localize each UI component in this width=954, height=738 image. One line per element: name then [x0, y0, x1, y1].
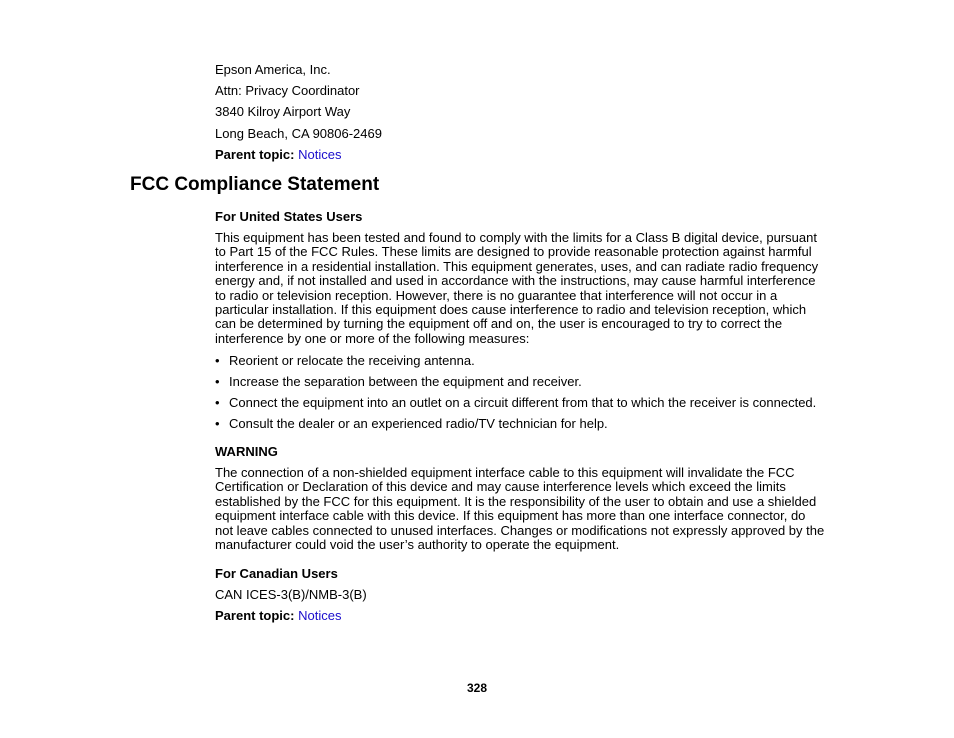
notices-link[interactable]: Notices	[298, 147, 342, 162]
list-item-text: Consult the dealer or an experienced radio/TV technician for help.	[229, 416, 608, 431]
notices-link[interactable]: Notices	[298, 608, 342, 623]
list-item	[215, 374, 582, 389]
warning-paragraph: The connection of a non-shielded equipment interface cable to this equipment will invalidate the FCC Certification or Declaration of this device and may cause interference levels which exceed the limits established by the FCC for this equipment. It is the responsibility of the user to obtain and use a shielded equipment interface cable with this device. If this equipment has more than one interface connector, do not leave cables connected to unused interfaces. Changes or modifications not expressly approved by the manufacturer could void the user’s authority to operate the equipment.	[215, 465, 825, 553]
address-line-city: Long Beach, CA 90806-2469	[215, 126, 382, 141]
parent-topic-label: Parent topic:	[215, 147, 295, 162]
bullet-symbol: •	[215, 416, 220, 431]
list-item	[215, 395, 816, 410]
bullet-symbol: •	[215, 374, 220, 389]
parent-topic-label: Parent topic:	[215, 608, 295, 623]
parent-topic-row	[215, 608, 341, 623]
canadian-users-heading: For Canadian Users	[215, 566, 338, 581]
bullet-symbol: •	[215, 395, 220, 410]
list-item-text: Reorient or relocate the receiving antenna.	[229, 353, 475, 368]
bullet-symbol: •	[215, 353, 220, 368]
canadian-compliance-code: CAN ICES-3(B)/NMB-3(B)	[215, 587, 367, 602]
us-users-paragraph: This equipment has been tested and found to comply with the limits for a Class B digital device, pursuant to Part 15 of the FCC Rules. These limits are designed to provide reasonable protection against harmful interference in a residential installation. This equipment generates, uses, and can radiate radio frequency energy and, if not installed and used in accordance with the instructions, may cause harmful interference to radio or television reception. However, there is no guarantee that interference will not occur in a particular installation. If this equipment does cause interference to radio and television reception, which can be determined by turning the equipment off and on, the user is encouraged to try to correct the interference by one or more of the following measures:	[215, 230, 819, 346]
list-item-text: Increase the separation between the equipment and receiver.	[229, 374, 582, 389]
address-line-street: 3840 Kilroy Airport Way	[215, 104, 351, 119]
warning-heading: WARNING	[215, 444, 278, 459]
section-title: FCC Compliance Statement	[130, 174, 380, 195]
us-users-heading: For United States Users	[215, 209, 363, 224]
list-item-text: Connect the equipment into an outlet on a circuit different from that to which the receiver is connected.	[229, 395, 817, 410]
list-item	[215, 353, 475, 368]
list-item	[215, 416, 608, 431]
page-number: 328	[466, 681, 488, 695]
parent-topic-row	[215, 147, 341, 162]
address-line-attention: Attn: Privacy Coordinator	[215, 83, 360, 98]
address-line-company: Epson America, Inc.	[215, 62, 331, 77]
